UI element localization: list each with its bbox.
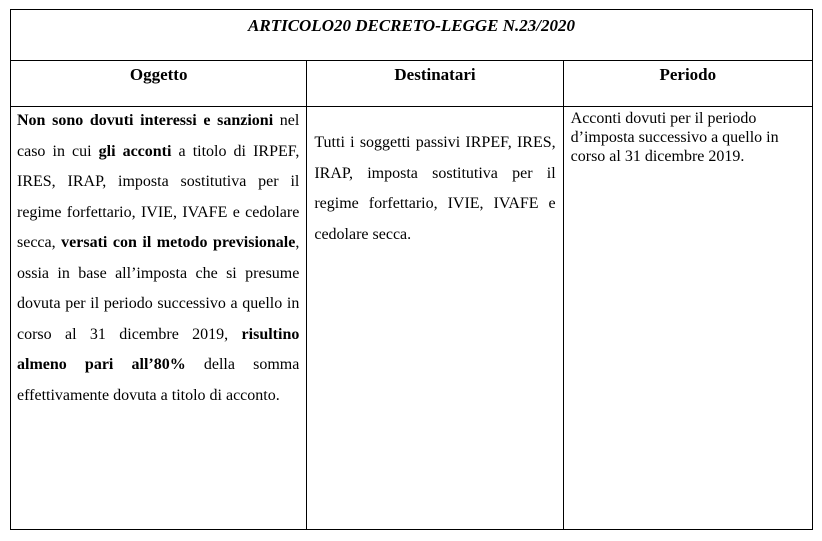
- header-destinatari-label: Destinatari: [394, 65, 476, 84]
- oggetto-text-4: a titolo di IRPEF, IRES, IRAP, imposta sostitutiva per il regime forfettario, IVIE, IVAFE e cedolare secca,: [17, 142, 300, 251]
- header-oggetto-label: Oggetto: [129, 65, 188, 84]
- decree-table: [10, 9, 813, 530]
- table-title: ARTICOLO20 DECRETO-LEGGE N.23/2020: [248, 16, 575, 35]
- header-periodo: [563, 61, 812, 107]
- destinatari-text: Tutti i soggetti passivi IRPEF, IRES, IRAP, imposta sostitutiva per il regime forfettario, IVIE, IVAFE e cedolare secca.: [314, 134, 556, 243]
- oggetto-text-2: nel caso in cui: [17, 112, 300, 160]
- oggetto-bold-5: versati con il metodo previsionale: [61, 234, 296, 251]
- header-destinatari: [307, 61, 563, 107]
- oggetto-text-6: , ossia in base all’imposta che si presume dovuta per il periodo successivo a quello in corso al 31 dicembre 2019,: [17, 234, 300, 343]
- title-cell: [11, 10, 813, 61]
- oggetto-text: [11, 106, 306, 411]
- oggetto-bold-1: Non sono dovuti interessi e sanzioni: [17, 112, 274, 129]
- oggetto-bold-7: risultino almeno pari all’80%: [17, 325, 300, 373]
- periodo-cell: [563, 107, 812, 530]
- periodo-text: Acconti dovuti per il periodo d’imposta successivo a quello in corso al 31 dicembre 2019.: [570, 110, 779, 165]
- content-row: [11, 107, 813, 530]
- header-row: [11, 61, 813, 107]
- destinatari-cell: [307, 107, 563, 530]
- oggetto-bold-3: gli acconti: [98, 142, 172, 160]
- title-row: [11, 10, 813, 61]
- header-oggetto: [11, 61, 307, 107]
- oggetto-cell: [11, 107, 307, 530]
- header-periodo-label: Periodo: [659, 65, 717, 84]
- oggetto-text-8: della somma effettivamente dovuta a titolo di acconto.: [17, 356, 300, 404]
